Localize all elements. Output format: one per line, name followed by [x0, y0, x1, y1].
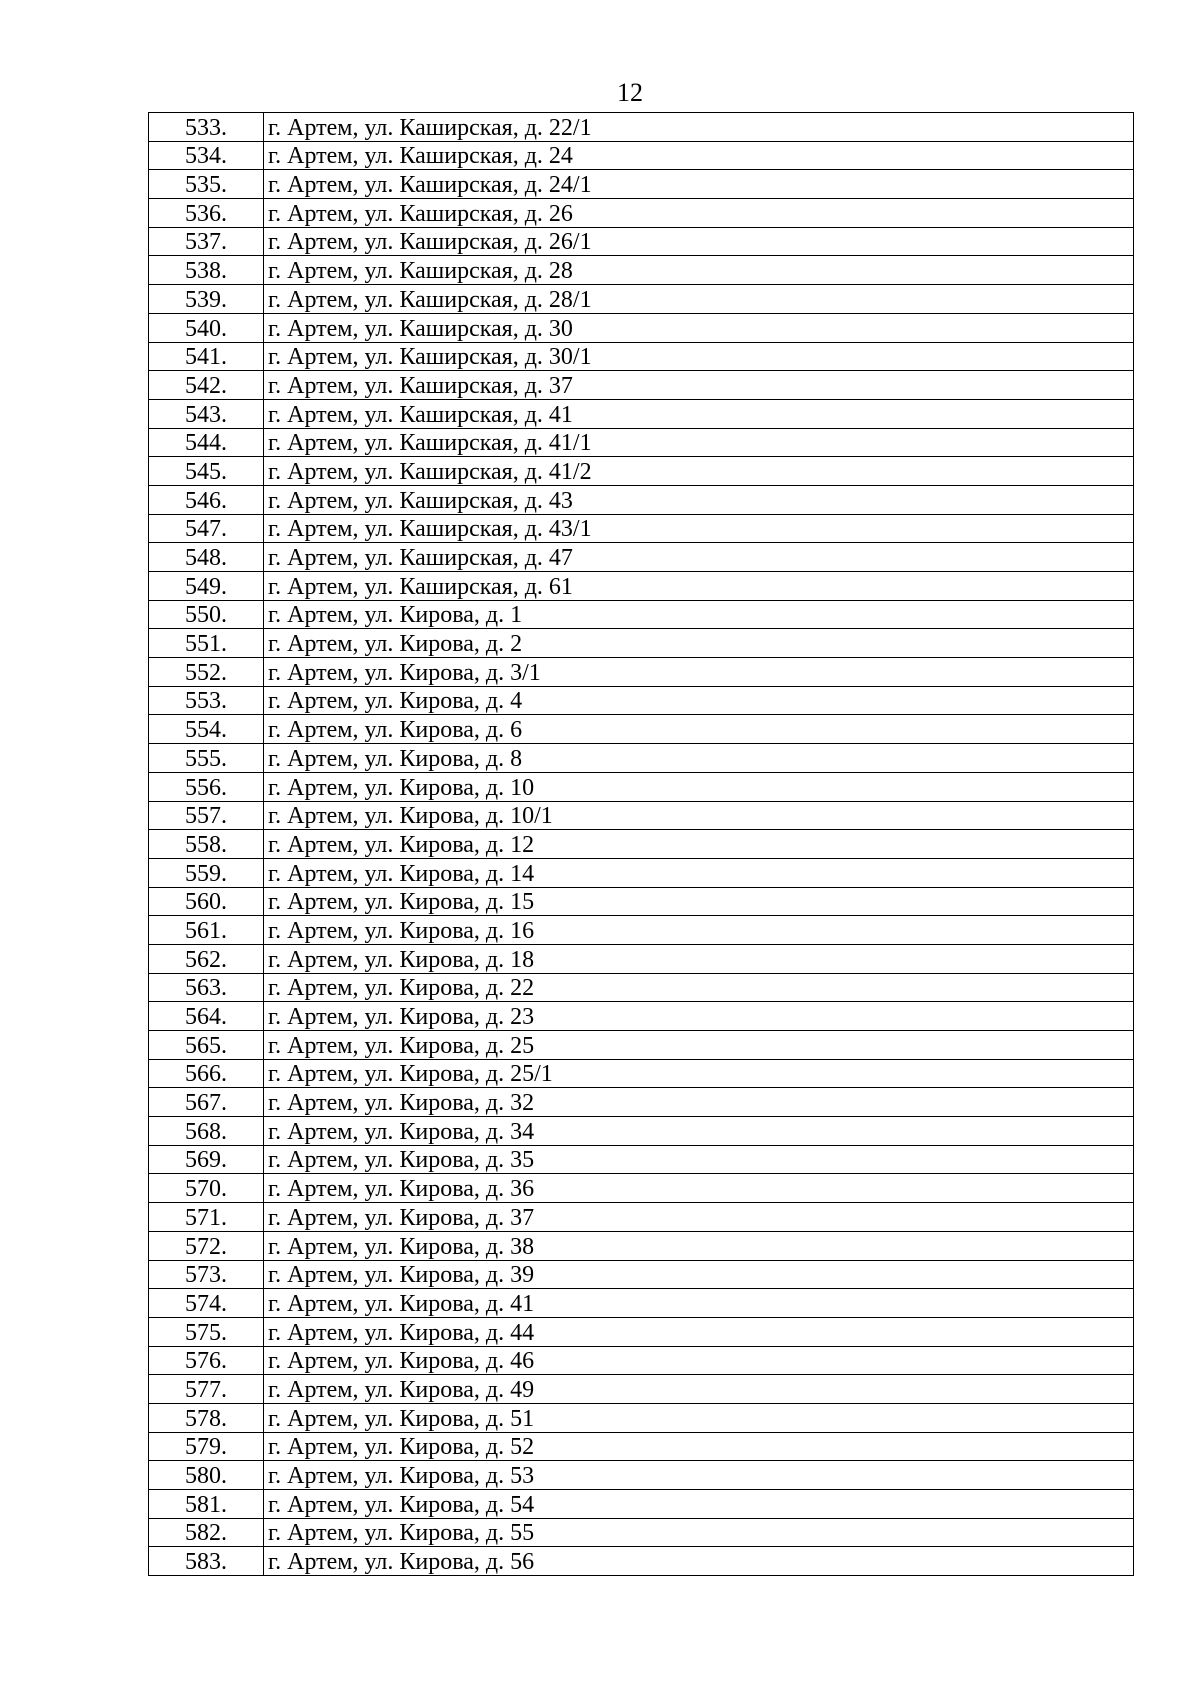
row-address: г. Артем, ул. Каширская, д. 22/1 [264, 113, 1134, 142]
row-address: г. Артем, ул. Кирова, д. 56 [264, 1547, 1134, 1576]
row-number: 542. [149, 371, 264, 400]
table-row [149, 428, 1134, 457]
table-row [149, 1117, 1134, 1146]
row-address: г. Артем, ул. Кирова, д. 18 [264, 944, 1134, 973]
row-address: г. Артем, ул. Кирова, д. 38 [264, 1231, 1134, 1260]
row-address: г. Артем, ул. Кирова, д. 25 [264, 1031, 1134, 1060]
row-number: 545. [149, 457, 264, 486]
row-address: г. Артем, ул. Кирова, д. 36 [264, 1174, 1134, 1203]
row-address: г. Артем, ул. Каширская, д. 41/2 [264, 457, 1134, 486]
row-address: г. Артем, ул. Кирова, д. 2 [264, 629, 1134, 658]
row-number: 564. [149, 1002, 264, 1031]
table-row [149, 399, 1134, 428]
row-address: г. Артем, ул. Кирова, д. 23 [264, 1002, 1134, 1031]
row-number: 563. [149, 973, 264, 1002]
row-number: 566. [149, 1059, 264, 1088]
table-row [149, 1002, 1134, 1031]
table-row [149, 514, 1134, 543]
row-address: г. Артем, ул. Кирова, д. 16 [264, 916, 1134, 945]
table-row [149, 1518, 1134, 1547]
table-row [149, 1203, 1134, 1232]
row-address: г. Артем, ул. Кирова, д. 6 [264, 715, 1134, 744]
row-number: 557. [149, 801, 264, 830]
row-address: г. Артем, ул. Кирова, д. 12 [264, 830, 1134, 859]
table-row [149, 686, 1134, 715]
row-number: 550. [149, 600, 264, 629]
table-row [149, 256, 1134, 285]
table-row [149, 973, 1134, 1002]
row-address: г. Артем, ул. Каширская, д. 61 [264, 572, 1134, 601]
row-address: г. Артем, ул. Каширская, д. 28 [264, 256, 1134, 285]
row-number: 534. [149, 141, 264, 170]
row-address: г. Артем, ул. Кирова, д. 52 [264, 1432, 1134, 1461]
table-row [149, 944, 1134, 973]
row-number: 583. [149, 1547, 264, 1576]
row-address: г. Артем, ул. Кирова, д. 34 [264, 1117, 1134, 1146]
page-number: 12 [617, 78, 643, 107]
row-address: г. Артем, ул. Каширская, д. 47 [264, 543, 1134, 572]
row-number: 580. [149, 1461, 264, 1490]
row-number: 574. [149, 1289, 264, 1318]
row-number: 558. [149, 830, 264, 859]
row-number: 540. [149, 313, 264, 342]
table-row [149, 1375, 1134, 1404]
row-number: 573. [149, 1260, 264, 1289]
row-address: г. Артем, ул. Кирова, д. 49 [264, 1375, 1134, 1404]
row-address: г. Артем, ул. Кирова, д. 55 [264, 1518, 1134, 1547]
table-row [149, 887, 1134, 916]
row-address: г. Артем, ул. Каширская, д. 30/1 [264, 342, 1134, 371]
row-number: 576. [149, 1346, 264, 1375]
table-row [149, 113, 1134, 142]
row-number: 544. [149, 428, 264, 457]
row-number: 536. [149, 199, 264, 228]
row-number: 556. [149, 772, 264, 801]
table-row [149, 1346, 1134, 1375]
table-row [149, 1432, 1134, 1461]
row-address: г. Артем, ул. Кирова, д. 39 [264, 1260, 1134, 1289]
table-row [149, 1317, 1134, 1346]
row-address: г. Артем, ул. Кирова, д. 54 [264, 1490, 1134, 1519]
row-number: 575. [149, 1317, 264, 1346]
row-address: г. Артем, ул. Каширская, д. 24/1 [264, 170, 1134, 199]
row-number: 569. [149, 1145, 264, 1174]
row-number: 555. [149, 744, 264, 773]
table-row [149, 1260, 1134, 1289]
row-address: г. Артем, ул. Кирова, д. 32 [264, 1088, 1134, 1117]
table-row [149, 1231, 1134, 1260]
row-number: 551. [149, 629, 264, 658]
row-address: г. Артем, ул. Кирова, д. 22 [264, 973, 1134, 1002]
row-number: 582. [149, 1518, 264, 1547]
row-address: г. Артем, ул. Каширская, д. 28/1 [264, 285, 1134, 314]
table-row [149, 199, 1134, 228]
row-number: 577. [149, 1375, 264, 1404]
row-address: г. Артем, ул. Кирова, д. 8 [264, 744, 1134, 773]
table-row [149, 1174, 1134, 1203]
table-row [149, 629, 1134, 658]
row-address: г. Артем, ул. Кирова, д. 10 [264, 772, 1134, 801]
row-number: 547. [149, 514, 264, 543]
row-number: 565. [149, 1031, 264, 1060]
row-address: г. Артем, ул. Каширская, д. 43 [264, 485, 1134, 514]
row-number: 561. [149, 916, 264, 945]
row-address: г. Артем, ул. Кирова, д. 10/1 [264, 801, 1134, 830]
table-row [149, 342, 1134, 371]
table-row [149, 1145, 1134, 1174]
row-number: 535. [149, 170, 264, 199]
row-number: 570. [149, 1174, 264, 1203]
table-row [149, 457, 1134, 486]
row-number: 571. [149, 1203, 264, 1232]
row-address: г. Артем, ул. Каширская, д. 30 [264, 313, 1134, 342]
row-address: г. Артем, ул. Кирова, д. 14 [264, 858, 1134, 887]
address-table [148, 112, 1134, 1576]
table-row [149, 1088, 1134, 1117]
table-row [149, 830, 1134, 859]
table-row [149, 1031, 1134, 1060]
table-row [149, 916, 1134, 945]
row-number: 541. [149, 342, 264, 371]
row-number: 553. [149, 686, 264, 715]
table-row [149, 801, 1134, 830]
row-address: г. Артем, ул. Кирова, д. 3/1 [264, 658, 1134, 687]
row-number: 578. [149, 1403, 264, 1432]
table-row [149, 772, 1134, 801]
row-number: 552. [149, 658, 264, 687]
row-number: 538. [149, 256, 264, 285]
table-row [149, 1490, 1134, 1519]
table-row [149, 141, 1134, 170]
row-address: г. Артем, ул. Кирова, д. 53 [264, 1461, 1134, 1490]
table-row [149, 1289, 1134, 1318]
row-number: 559. [149, 858, 264, 887]
row-number: 537. [149, 227, 264, 256]
table-row [149, 543, 1134, 572]
row-address: г. Артем, ул. Кирова, д. 46 [264, 1346, 1134, 1375]
table-row [149, 600, 1134, 629]
row-address: г. Артем, ул. Кирова, д. 4 [264, 686, 1134, 715]
table-row [149, 371, 1134, 400]
row-number: 567. [149, 1088, 264, 1117]
address-table-body [149, 113, 1134, 1576]
row-address: г. Артем, ул. Кирова, д. 25/1 [264, 1059, 1134, 1088]
row-address: г. Артем, ул. Каширская, д. 26 [264, 199, 1134, 228]
table-row [149, 1059, 1134, 1088]
table-row [149, 313, 1134, 342]
row-address: г. Артем, ул. Кирова, д. 51 [264, 1403, 1134, 1432]
table-row [149, 485, 1134, 514]
table-row [149, 744, 1134, 773]
row-number: 533. [149, 113, 264, 142]
row-address: г. Артем, ул. Кирова, д. 41 [264, 1289, 1134, 1318]
table-row [149, 1547, 1134, 1576]
table-row [149, 227, 1134, 256]
row-address: г. Артем, ул. Каширская, д. 26/1 [264, 227, 1134, 256]
table-row [149, 1403, 1134, 1432]
row-number: 581. [149, 1490, 264, 1519]
row-number: 539. [149, 285, 264, 314]
table-row [149, 858, 1134, 887]
row-number: 579. [149, 1432, 264, 1461]
table-row [149, 170, 1134, 199]
row-number: 572. [149, 1231, 264, 1260]
row-address: г. Артем, ул. Каширская, д. 24 [264, 141, 1134, 170]
row-number: 543. [149, 399, 264, 428]
row-number: 568. [149, 1117, 264, 1146]
row-address: г. Артем, ул. Кирова, д. 15 [264, 887, 1134, 916]
row-number: 546. [149, 485, 264, 514]
row-address: г. Артем, ул. Кирова, д. 1 [264, 600, 1134, 629]
table-row [149, 285, 1134, 314]
row-address: г. Артем, ул. Каширская, д. 37 [264, 371, 1134, 400]
row-number: 548. [149, 543, 264, 572]
table-row [149, 715, 1134, 744]
row-number: 560. [149, 887, 264, 916]
row-address: г. Артем, ул. Кирова, д. 44 [264, 1317, 1134, 1346]
row-address: г. Артем, ул. Кирова, д. 35 [264, 1145, 1134, 1174]
row-address: г. Артем, ул. Кирова, д. 37 [264, 1203, 1134, 1232]
row-address: г. Артем, ул. Каширская, д. 41/1 [264, 428, 1134, 457]
row-number: 554. [149, 715, 264, 744]
table-row [149, 1461, 1134, 1490]
row-address: г. Артем, ул. Каширская, д. 41 [264, 399, 1134, 428]
row-number: 562. [149, 944, 264, 973]
row-address: г. Артем, ул. Каширская, д. 43/1 [264, 514, 1134, 543]
table-row [149, 658, 1134, 687]
row-number: 549. [149, 572, 264, 601]
table-row [149, 572, 1134, 601]
